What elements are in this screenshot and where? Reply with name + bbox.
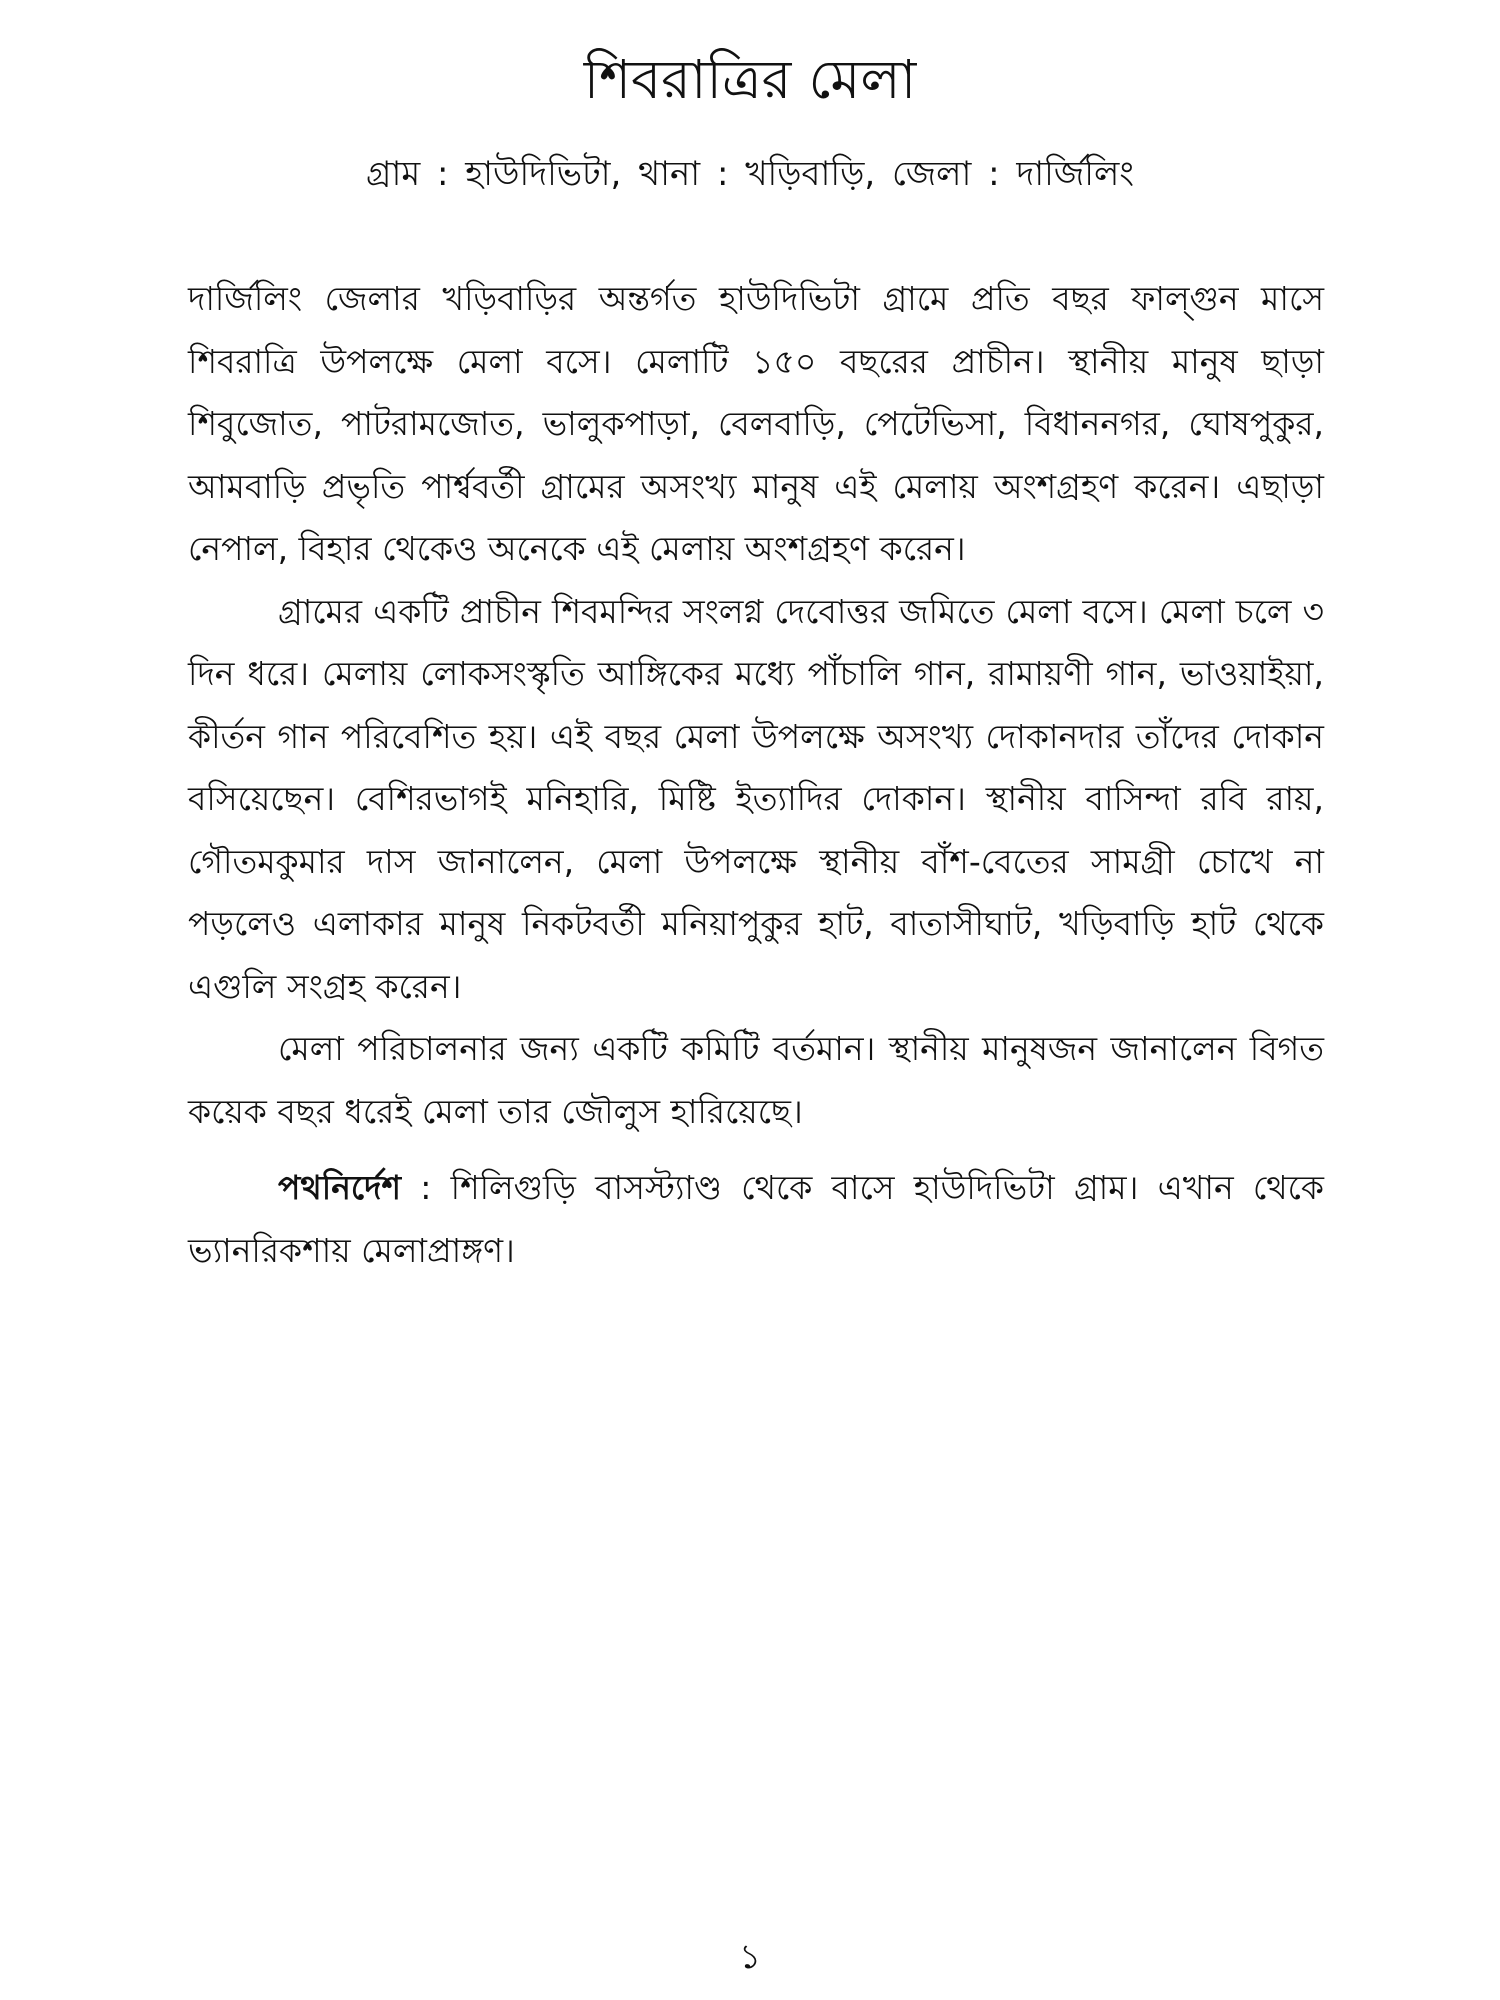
paragraph-committee: মেলা পরিচালনার জন্য একটি কমিটি বর্তমান। স্থানীয় মানুষজন জানালেন বিগত কয়েক বছর ধরেই মেলা তার জৌলুস হারিয়েছে।: [188, 1029, 1324, 1131]
location-line: গ্রাম : হাউদিভিটা, থানা : খড়িবাড়ি, জেলা : দার্জিলিং: [366, 154, 1134, 194]
directions-text: শিলিগুড়ি বাসস্ট্যাণ্ড থেকে বাসে হাউদিভিটা গ্রাম। এখান থেকে ভ্যানরিকশায় মেলাপ্রাঙ্গণ।: [188, 1168, 1324, 1270]
page-number: ১: [738, 1937, 762, 1977]
page-title: শিবরাত্রির মেলা: [583, 48, 917, 111]
paragraph-directions: [188, 1157, 1324, 1282]
article-body: [188, 268, 1324, 1282]
directions-separator: :: [401, 1168, 451, 1207]
directions-label: পথনির্দেশ: [278, 1168, 402, 1207]
paragraph-details: গ্রামের একটি প্রাচীন শিবমন্দির সংলগ্ন দেবোত্তর জমিতে মেলা বসে। মেলা চলে ৩ দিন ধরে। মেলায় লোকসংস্কৃতি আঙ্গিকের মধ্যে পাঁচালি গান, রামায়ণী গান, ভাওয়াইয়া, কীর্তন গান পরিবেশিত হয়। এই বছর মেলা উপলক্ষে অসংখ্য দোকানদার তাঁদের দোকান বসিয়েছেন। বেশিরভাগই মনিহারি, মিষ্টি ইত্যাদির দোকান। স্থানীয় বাসিন্দা রবি রায়, গৌতমকুমার দাস জানালেন, মেলা উপলক্ষে স্থানীয় বাঁশ-বেতের সামগ্রী চোখে না পড়লেও এলাকার মানুষ নিকটবর্তী মনিয়াপুকুর হাট, বাতাসীঘাট, খড়িবাড়ি হাট থেকে এগুলি সংগ্রহ করেন।: [188, 591, 1324, 1006]
paragraph-intro: দার্জিলিং জেলার খড়িবাড়ির অন্তর্গত হাউদিভিটা গ্রামে প্রতি বছর ফাল্গুন মাসে শিবরাত্রি উপলক্ষে মেলা বসে। মেলাটি ১৫০ বছরের প্রাচীন। স্থানীয় মানুষ ছাড়া শিবুজোত, পাটরামজোত, ভালুকপাড়া, বেলবাড়ি, পেটেভিসা, বিধাননগর, ঘোষপুকুর, আমবাড়ি প্রভৃতি পার্শ্ববর্তী গ্রামের অসংখ্য মানুষ এই মেলায় অংশগ্রহণ করেন। এছাড়া নেপাল, বিহার থেকেও অনেকে এই মেলায় অংশগ্রহণ করেন।: [188, 279, 1324, 568]
